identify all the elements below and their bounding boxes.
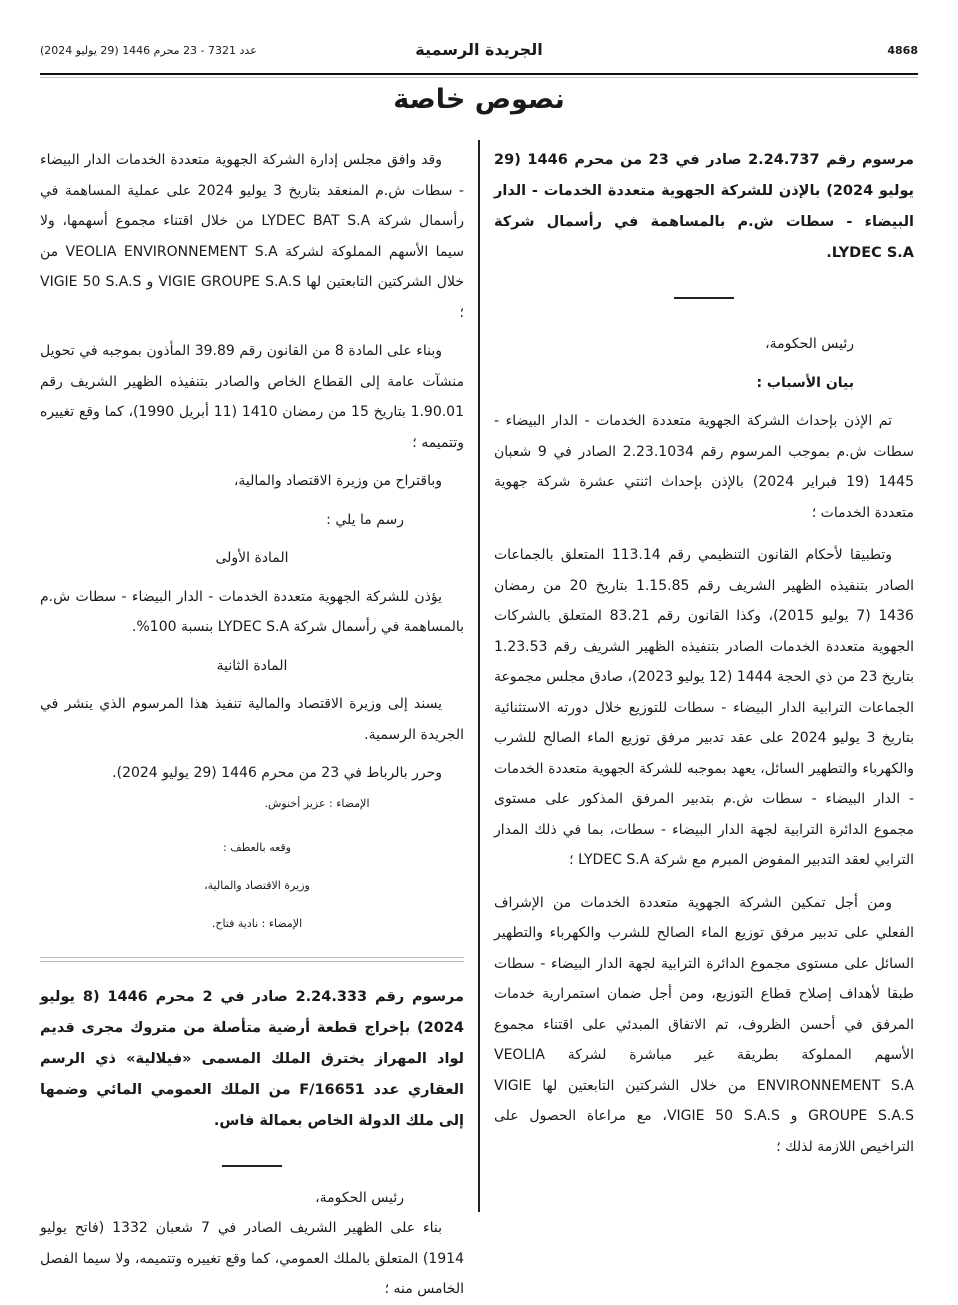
- column-divider: [478, 140, 480, 1212]
- decree-2-title: مرسوم رقم 2.24.333 صادر في 2 محرم 1446 (8 يوليو 2024) بإخراج قطعة أرضية متأصلة من متروك مجرى قديم لواد المهراز يخترق الملك المسمى «فيلالية» ذي الرسم العقاري عدد F/16651 من الملك العمومي المائي وضمها إلى ملك الدولة الخاص بعمالة فاس.: [40, 988, 465, 1129]
- title-separator: [674, 297, 734, 299]
- article-2-text: يسند إلى وزيرة الاقتصاد والمالية تنفيذ هذا المرسوم الذي ينشر في الجريدة الرسمية.: [40, 696, 464, 743]
- publication-title: الجريدة الرسمية: [415, 40, 543, 59]
- article-2-heading: المادة الثانية: [216, 657, 288, 674]
- left-column: [40, 145, 464, 1305]
- pm-signature: الإمضاء : عزيز أخنوش.: [264, 796, 370, 810]
- title-separator: [222, 1165, 282, 1167]
- decree-1-paragraph: وتطبيقا لأحكام القانون التنظيمي رقم 113.14 المتعلق بالجماعات الصادر بتنفيذه الظهير الشريف رقم 1.15.85 بتاريخ 20 من رمضان 1436 (7 يوليو 2015)، وكذا القانون رقم 83.21 المتعلق بالشركات الجهوية متعددة الخدمات الصادر بتنفيذه الظهير الشريف رقم 1.23.53 بتاريخ 23 من ذي الحجة 1444 (12 يوليو 2023)، صادق مجلس مجموعة الجماعات الترابية الدار البيضاء - سطات للتوزيع خلال دورته الاستثنائية بتاريخ 3 يوليو 2024 على عقد تدبير مرفق توزيع الماء الصالح للشرب والكهرباء والتطهير السائل، يعهد بموجبه للشركة الجهوية متعددة الخدمات - الدار البيضاء - سطات ش.م بتدبير المرفق المذكور على مستوى مجموع الدائرة الترابية لجهة الدار البيضاء - سطات، بما في ذلك المدار الترابي لعقد التدبير المفوض المبرم مع شركة LYDEC S.A ؛: [494, 547, 915, 868]
- article-1-heading: المادة الأولى: [215, 550, 289, 566]
- article-1-text: يؤذن للشركة الجهوية متعددة الخدمات - الدار البيضاء - سطات ش.م بالمساهمة في رأسمال شركة LYDEC S.A بنسبة 100%.: [40, 588, 464, 635]
- decree-separator: [40, 957, 464, 962]
- decrees-label: رسم ما يلي :: [326, 511, 404, 528]
- decree-1-paragraph: وبناء على المادة 8 من القانون رقم 39.89 المأذون بموجبه في تحويل منشآت عامة إلى القطاع الخاص والصادر بتنفيذه الظهير الشريف رقم 1.90.01 بتاريخ 15 من رمضان 1410 (11 أبريل 1990)، كما وقع تغييره وتتميمه ؛: [40, 343, 464, 451]
- right-column: [494, 145, 914, 1162]
- minister-title: وزيرة الاقتصاد والمالية،: [204, 878, 310, 892]
- section-title: نصوص خاصة: [393, 84, 565, 115]
- decree-1-paragraph: وقد وافق مجلس إدارة الشركة الجهوية متعددة الخدمات الدار البيضاء - سطات ش.م المنعقد بتاريخ 3 يوليو 2024 على عملية المساهمة في رأسمال شركة LYDEC BAT S.A من خلال اقتناء مجموع أسهمها، ولا سيما الأسهم المملوكة لشركة VEOLIA ENVIRONNEMENT S.A من خلال الشركتين التابعتين لها VIGIE GROUPE S.A.S و VIGIE 50 S.A.S ؛: [40, 152, 464, 321]
- causes-heading: بيان الأسباب :: [756, 374, 854, 391]
- decree-1-paragraph: ومن أجل تمكين الشركة الجهوية متعددة الخدمات من الإشراف الفعلي على تدبير مرفق توزيع الماء الصالح للشرب والكهرباء والتطهير السائل على مستوى مجموع الدائرة الترابية لجهة الدار البيضاء - سطات طبقا لأهداف إصلاح قطاع التوزيع، ومن أجل ضمان استمرارية خدمات المرفق في أحسن الظروف، تم الاتفاق المبدئي على اقتناء مجموع الأسهم المملوكة بطريقة غير مباشرة لشركة VEOLIA ENVIRONNEMENT S.A من خلال الشركتين التابعتين لها VIGIE GROUPE S.A.S و VIGIE 50 S.A.S، مع مراعاة الحصول على التراخيص اللازمة لذلك ؛: [494, 894, 915, 1155]
- issue-info: عدد 7321 - 23 محرم 1446 (29 يوليو 2024): [40, 44, 257, 57]
- decree-2-paragraph: بناء على الظهير الشريف الصادر في 7 شعبان 1332 (فاتح يوليو 1914) المتعلق بالملك العمومي، كما وقع تغييره وتتميمه، ولا سيما الفصل الخامس منه ؛: [40, 1220, 464, 1297]
- countersigned-label: وقعه بالعطف :: [223, 840, 291, 854]
- header-rule: [40, 73, 918, 75]
- header-rule-shadow: [40, 77, 918, 78]
- decree-1-paragraph: وباقتراح من وزيرة الاقتصاد والمالية،: [233, 473, 442, 489]
- decree-1-title: مرسوم رقم 2.24.737 صادر في 23 من محرم 1446 (29 يوليو 2024) بالإذن للشركة الجهوية متعددة الخدمات - الدار البيضاء - سطات ش.م بالمساهمة في رأسمال شركة LYDEC S.A.: [494, 152, 914, 261]
- running-header: [40, 40, 918, 62]
- decree-1-salutation: رئيس الحكومة،: [765, 336, 854, 352]
- done-at: وحرر بالرباط في 23 من محرم 1446 (29 يوليو 2024).: [112, 765, 442, 781]
- minister-signature: الإمضاء : نادية فتاح.: [211, 916, 303, 930]
- decree-2-salutation: رئيس الحكومة،: [315, 1189, 404, 1206]
- decree-1-paragraph: تم الإذن بإحداث الشركة الجهوية متعددة الخدمات - الدار البيضاء - سطات ش.م بموجب المرسوم رقم 2.23.1034 الصادر في 9 شعبان 1445 (19 فبراير 2024) بالإذن بإحداث اثنتي عشرة شركة جهوية متعددة الخدمات ؛: [494, 413, 914, 521]
- page-number: 4868: [887, 44, 918, 57]
